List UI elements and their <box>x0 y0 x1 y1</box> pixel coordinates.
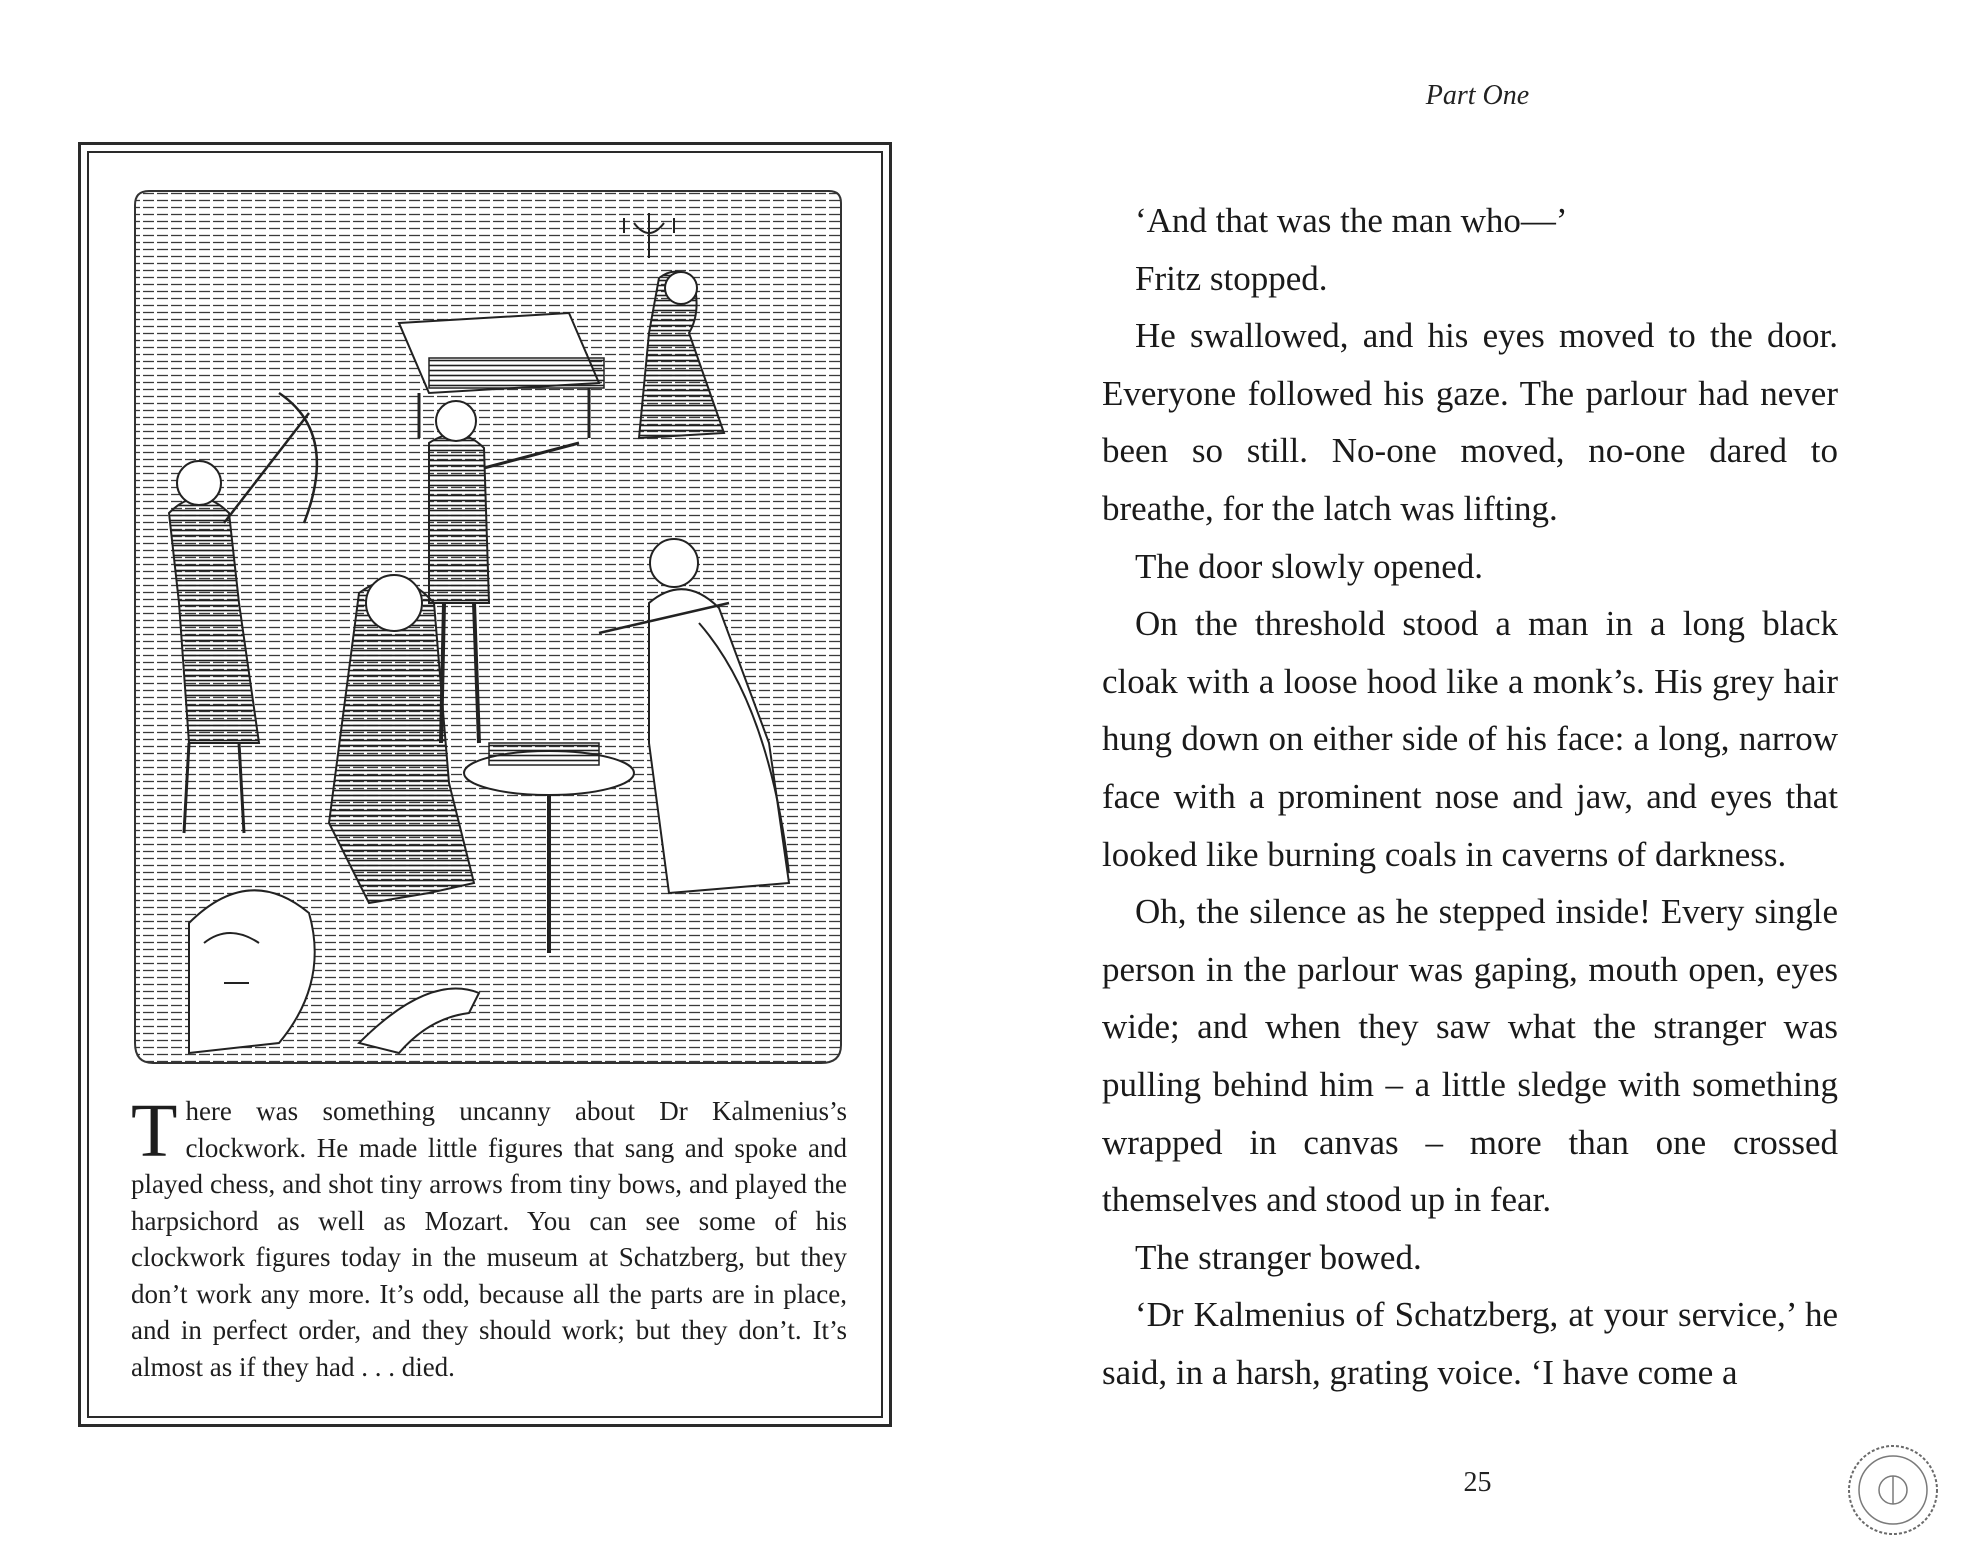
clockwork-figures-illustration <box>129 183 847 1073</box>
paragraph: ‘And that was the man who—’ <box>1135 201 1568 240</box>
singer-figure <box>429 434 489 603</box>
body-text <box>1102 192 1838 1401</box>
paragraph: Oh, the silence as he stepped inside! Every single person in the parlour was gaping, mouth open, eyes wide; and when they saw what the stranger was pulling behind him – a little sledge with something wrapped in canvas – more than one crossed themselves and stood up in fear. <box>1102 892 1838 1220</box>
sidebar-frame <box>78 142 892 1427</box>
paragraph: The stranger bowed. <box>1135 1237 1422 1277</box>
sidebar-text-body: here was something uncanny about Dr Kalmenius’s clockwork. He made little figures that sang and spoke and played chess, and shot tiny arrows from tiny bows, and played the harpsichord as well as Mozart. You can see some of his clockwork figures today in the museum at Schatzberg, but they don’t work any more. It’s odd, because all the parts are in place, and in perfect order, and they should work; but they don’t. It’s almost as if they had . . . died. <box>131 1096 847 1382</box>
paragraph: Fritz stopped. <box>1135 258 1328 298</box>
paragraph: ‘Dr Kalmenius of Schatzberg, at your service,’ he said, in a harsh, grating voice. ‘I have come a <box>1102 1295 1838 1392</box>
right-page <box>985 0 1970 1560</box>
paragraph: He swallowed, and his eyes moved to the door. Everyone followed his gaze. The parlour had never been so still. No-one moved, no-one dared to breathe, for the latch was lifting. <box>1102 316 1838 528</box>
paragraph: The door slowly opened. <box>1135 546 1483 586</box>
drop-cap: T <box>131 1089 178 1173</box>
sidebar-inner-frame <box>87 151 883 1418</box>
library-stamp-icon <box>1843 1440 1943 1540</box>
sidebar-caption <box>131 1089 847 1385</box>
page-number: 25 <box>1463 1467 1492 1498</box>
running-head: Part One <box>1425 80 1530 111</box>
paragraph: On the threshold stood a man in a long black cloak with a loose hood like a monk’s. His grey hair hung down on either side of his face: a long, narrow face with a prominent nose and jaw, and eyes that looked like burning coals in caverns of darkness. <box>1102 604 1838 874</box>
